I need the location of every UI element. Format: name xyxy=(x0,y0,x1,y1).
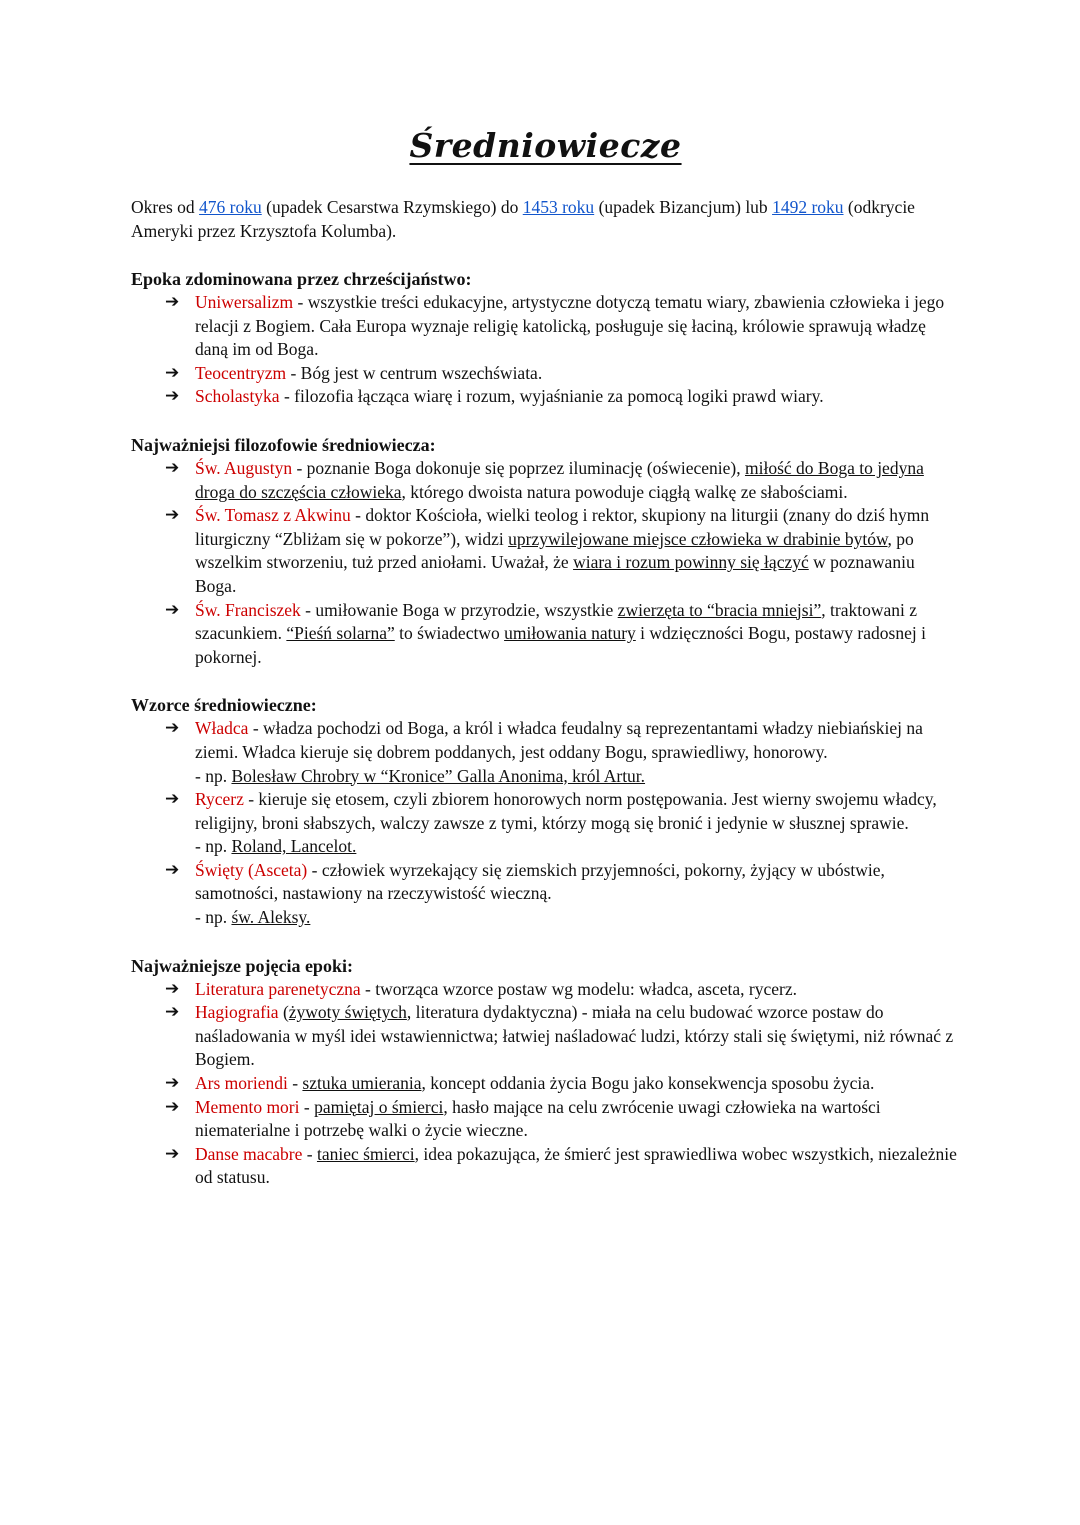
intro-text: Okres od xyxy=(131,197,200,217)
section-title: Epoka zdominowana przez chrześcijaństwo: xyxy=(131,269,472,289)
underlined-text: “Pieśń solarna” xyxy=(286,623,395,644)
list-item xyxy=(131,859,960,930)
term: Scholastyka xyxy=(195,386,280,407)
item-list xyxy=(131,457,960,669)
list-item xyxy=(131,362,960,386)
item-text: - Bóg jest w centrum wszechświata. xyxy=(286,362,543,383)
section-models xyxy=(131,693,960,929)
example-text: Bolesław Chrobry w “Kronice” Galla Anonima, król Artur. xyxy=(231,765,646,786)
intro-paragraph xyxy=(131,195,960,243)
list-item xyxy=(131,788,960,859)
item-text: to świadectwo xyxy=(394,623,505,644)
item-text: - umiłowanie Boga w przyrodzie, wszystkie xyxy=(300,599,618,620)
item-text: , hasło mające na celu zwrócenie uwagi człowieka na wartości niematerialne i potrzebę walki o życie wieczne. xyxy=(195,1096,881,1141)
item-text: - wszystkie treści edukacyjne, artystyczne dotyczą tematu wiary, zbawienia człowieka i jego relacji z Bogiem. Cała Europa wyznaje religię katolicką, posługuje się łaciną, królowie sprawują władzę daną im od Boga. xyxy=(195,292,945,360)
arrow-icon: ➔ xyxy=(165,1096,180,1117)
underlined-text: zwierzęta to “bracia mniejsi” xyxy=(617,599,822,620)
intro-text: (odkrycie Ameryki przez Krzysztofa Kolumba). xyxy=(131,197,915,241)
term: Święty (Asceta) xyxy=(195,859,308,880)
example-prefix: - np. xyxy=(195,907,232,928)
item-text: , którego dwoista natura powoduje ciągłą walkę ze słabościami. xyxy=(401,481,848,502)
example-line xyxy=(195,906,960,930)
section-concepts xyxy=(131,954,960,1190)
intro-text: (upadek Cesarstwa Rzymskiego) do xyxy=(261,197,523,217)
example-text: św. Aleksy. xyxy=(231,907,311,928)
underlined-text: wiara i rozum powinny się łączyć xyxy=(573,552,809,573)
list-item xyxy=(131,1096,960,1143)
arrow-icon: ➔ xyxy=(165,362,180,383)
list-item xyxy=(131,1001,960,1072)
term: Uniwersalizm xyxy=(195,292,294,312)
list-item xyxy=(131,385,960,409)
item-text: - władza pochodzi od Boga, a król i władca feudalny są reprezentantami władzy niebiańskiej na ziemi. Władca kieruje się dobrem poddanych, jest oddany Bogu, sprawiedliwy, honorowy. xyxy=(195,718,923,762)
item-text: - poznanie Boga dokonuje się poprzez iluminację (oświecenie), xyxy=(292,457,745,478)
term: Św. Franciszek xyxy=(195,599,301,620)
term: Memento mori xyxy=(195,1096,300,1117)
example-prefix: - np. xyxy=(195,836,232,857)
term: Ars moriendi xyxy=(195,1073,288,1094)
section-christianity xyxy=(131,267,960,409)
underlined-text: sztuka umierania xyxy=(302,1073,422,1094)
term: Władca xyxy=(195,718,249,739)
section-philosophers xyxy=(131,433,960,669)
arrow-icon: ➔ xyxy=(165,457,180,478)
item-text: , idea pokazująca, że śmierć jest sprawiedliwa wobec wszystkich, niezależnie od statusu. xyxy=(195,1143,957,1188)
item-text: , po wszelkim stworzeniu, tuż przed aniołami. Uważał, że xyxy=(195,528,914,573)
list-item xyxy=(131,1072,960,1096)
list-item xyxy=(131,1143,960,1190)
example-prefix: - np. xyxy=(195,765,232,786)
item-text: - filozofia łącząca wiarę i rozum, wyjaśnianie za pomocą logiki prawd wiary. xyxy=(279,386,824,407)
item-text: - xyxy=(302,1143,317,1164)
underlined-text: umiłowania natury xyxy=(504,623,636,644)
underlined-text: uprzywilejowane miejsce człowieka w drabinie bytów xyxy=(508,528,888,549)
list-item xyxy=(131,978,960,1002)
section-title: Najważniejsze pojęcia epoki: xyxy=(131,955,353,976)
intro-text: (upadek Bizancjum) lub xyxy=(594,197,773,217)
list-item xyxy=(131,504,960,598)
arrow-icon: ➔ xyxy=(165,789,180,810)
underlined-text: pamiętaj o śmierci xyxy=(314,1096,444,1117)
item-text: i wdzięczności Bogu, postawy radosnej i pokornej. xyxy=(195,623,926,667)
arrow-icon: ➔ xyxy=(165,505,180,526)
section-title: Najważniejsi filozofowie średniowiecza: xyxy=(131,434,436,455)
arrow-icon: ➔ xyxy=(165,978,180,999)
page-title: Średniowiecze xyxy=(409,126,682,165)
term: Św. Tomasz z Akwinu xyxy=(195,505,351,526)
item-text: - doktor Kościoła, wielki teolog i rektor, skupiony na liturgii (znany do dziś hymn liturgiczny “Zbliżam się w pokorze”), widzi xyxy=(195,505,930,549)
underlined-text: taniec śmierci xyxy=(316,1143,415,1164)
list-item xyxy=(131,717,960,788)
item-text: , literatura dydaktyczna) - miała na celu budować wzorce postaw do naśladowania w myśl idei wstawiennictwa; łatwiej naśladować ludzi, którzy stali się świętymi, niż równać z Bogiem. xyxy=(195,1002,954,1070)
list-item xyxy=(131,291,960,362)
year-1453-link[interactable]: 1453 roku xyxy=(522,197,595,217)
arrow-icon: ➔ xyxy=(165,386,180,407)
list-item xyxy=(131,457,960,504)
item-list xyxy=(131,717,960,929)
term: Św. Augustyn xyxy=(195,457,293,478)
item-list xyxy=(131,291,960,409)
term: Hagiografia xyxy=(195,1002,279,1023)
item-text: w poznawaniu Boga. xyxy=(195,552,915,596)
arrow-icon: ➔ xyxy=(165,1073,180,1094)
underlined-text: miłość do Boga to jedyna droga do szczęścia człowieka xyxy=(195,457,924,502)
item-text: - xyxy=(287,1073,303,1094)
arrow-icon: ➔ xyxy=(165,1143,180,1164)
term: Rycerz xyxy=(195,789,244,810)
example-line xyxy=(195,835,960,859)
term: Danse macabre xyxy=(195,1143,303,1164)
section-title: Wzorce średniowieczne: xyxy=(131,695,317,716)
item-text: ( xyxy=(278,1002,289,1023)
item-text: - tworząca wzorce postaw wg modelu: władca, asceta, rycerz. xyxy=(360,978,797,999)
list-item xyxy=(131,599,960,670)
item-text: - człowiek wyrzekający się ziemskich przyjemności, pokorny, żyjący w ubóstwie, samotności, nastawiony na rzeczywistość wieczną. xyxy=(195,859,885,904)
item-text: - kieruje się etosem, czyli zbiorem honorowych norm postępowania. Jest wierny swojemu władcy, religijny, broni słabszych, walczy zawsze z tymi, którzy mogą się bronić i jedynie w słusznej sprawie. xyxy=(195,789,937,833)
example-text: Roland, Lancelot. xyxy=(231,836,357,857)
item-text: , koncept oddania życia Bogu jako konsekwencja sposobu życia. xyxy=(421,1073,875,1094)
arrow-icon: ➔ xyxy=(165,718,180,739)
item-text: , traktowani z szacunkiem. xyxy=(195,599,917,644)
term: Teocentryzm xyxy=(195,362,287,383)
underlined-text: żywoty świętych xyxy=(288,1002,407,1023)
item-text: - xyxy=(299,1096,315,1117)
item-list xyxy=(131,978,960,1190)
example-line xyxy=(195,765,960,789)
year-476-link[interactable]: 476 roku xyxy=(199,197,262,217)
arrow-icon: ➔ xyxy=(165,292,180,312)
arrow-icon: ➔ xyxy=(165,1002,180,1023)
arrow-icon: ➔ xyxy=(165,859,180,880)
term: Literatura parenetyczna xyxy=(195,978,361,999)
arrow-icon: ➔ xyxy=(165,599,180,620)
year-1492-link[interactable]: 1492 roku xyxy=(772,197,844,217)
